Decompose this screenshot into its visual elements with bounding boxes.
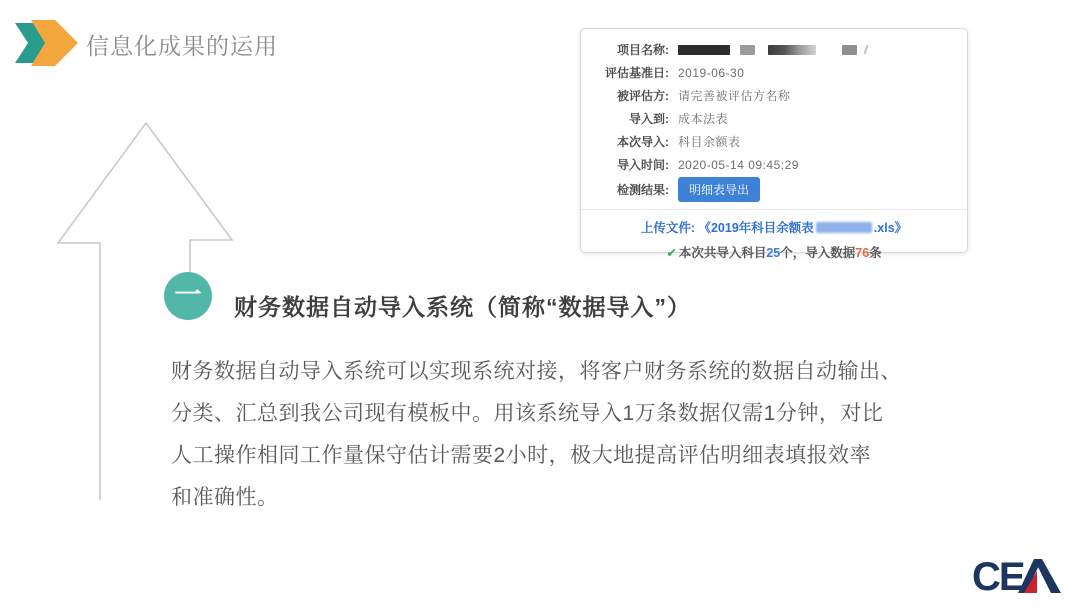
section-heading: 财务数据自动导入系统（简称“数据导入”） (234, 294, 691, 320)
page-title: 信息化成果的运用 (86, 33, 278, 59)
file-name-suffix: .xls》 (873, 221, 908, 235)
redacted-file-name-block (816, 222, 872, 233)
section-number: 一 (174, 279, 202, 310)
file-name-prefix: 《2019年科目余额表 (698, 221, 814, 235)
panel-footer (581, 210, 967, 261)
detail-export-button[interactable]: 明细表导出 (678, 177, 760, 202)
paragraph-line: 财务数据自动导入系统可以实现系统对接，将客户财务系统的数据自动输出、 (171, 360, 902, 383)
redacted-project-name (678, 45, 867, 55)
field-label: 检测结果: (617, 183, 669, 197)
data-count: 76 (855, 246, 870, 260)
form-row-project-name (581, 38, 967, 61)
redacted-text-mark (864, 45, 869, 54)
form-row-import-content (581, 130, 967, 153)
summary-text: 条 (869, 246, 882, 260)
paragraph-line: 人工操作相同工作量保守估计需要2小时，极大地提高评估明细表填报效率 (171, 444, 872, 467)
field-label: 项目名称: (617, 43, 669, 57)
section-number-badge (164, 272, 212, 320)
field-label: 评估基准日: (605, 66, 669, 80)
redacted-text-block (768, 45, 816, 55)
upload-label: 上传文件: (640, 221, 695, 235)
redacted-text-block (842, 45, 857, 55)
field-value: 请完善被评估方名称 (678, 89, 791, 103)
form-row-base-date (581, 61, 967, 84)
subject-count: 25 (766, 246, 781, 260)
paragraph-line: 和准确性。 (171, 486, 279, 509)
form-row-import-time (581, 153, 967, 176)
cea-logo (972, 556, 1064, 596)
form-row-evaluated-party (581, 84, 967, 107)
field-value: 科目余额表 (678, 135, 741, 149)
form-row-import-target (581, 107, 967, 130)
field-label: 被评估方: (617, 89, 669, 103)
summary-text: 本次共导入科目 (678, 246, 767, 260)
form-row-check-result (581, 176, 967, 203)
field-value: 成本法表 (678, 112, 729, 126)
cea-logo-ce: CE (972, 556, 1024, 596)
paragraph-line: 分类、汇总到我公司现有模板中。用该系统导入1万条数据仅需1分钟，对比 (171, 402, 884, 425)
field-label: 本次导入: (617, 135, 669, 149)
summary-text: 个，导入数据 (780, 246, 856, 260)
double-chevron-icon (14, 19, 84, 67)
check-icon: ✔ (666, 246, 677, 260)
cea-logo-a (1018, 559, 1061, 593)
field-value: 2020-05-14 09:45:29 (678, 157, 799, 172)
field-label: 导入时间: (617, 158, 669, 172)
field-label: 导入到: (629, 112, 669, 126)
field-value: 2019-06-30 (678, 65, 745, 80)
redacted-text-block (678, 45, 730, 55)
uploaded-file-link[interactable] (581, 218, 967, 236)
body-paragraph (171, 351, 1016, 519)
redacted-text-block (740, 45, 755, 55)
import-result-screenshot-panel (580, 28, 968, 260)
import-summary (581, 243, 967, 261)
